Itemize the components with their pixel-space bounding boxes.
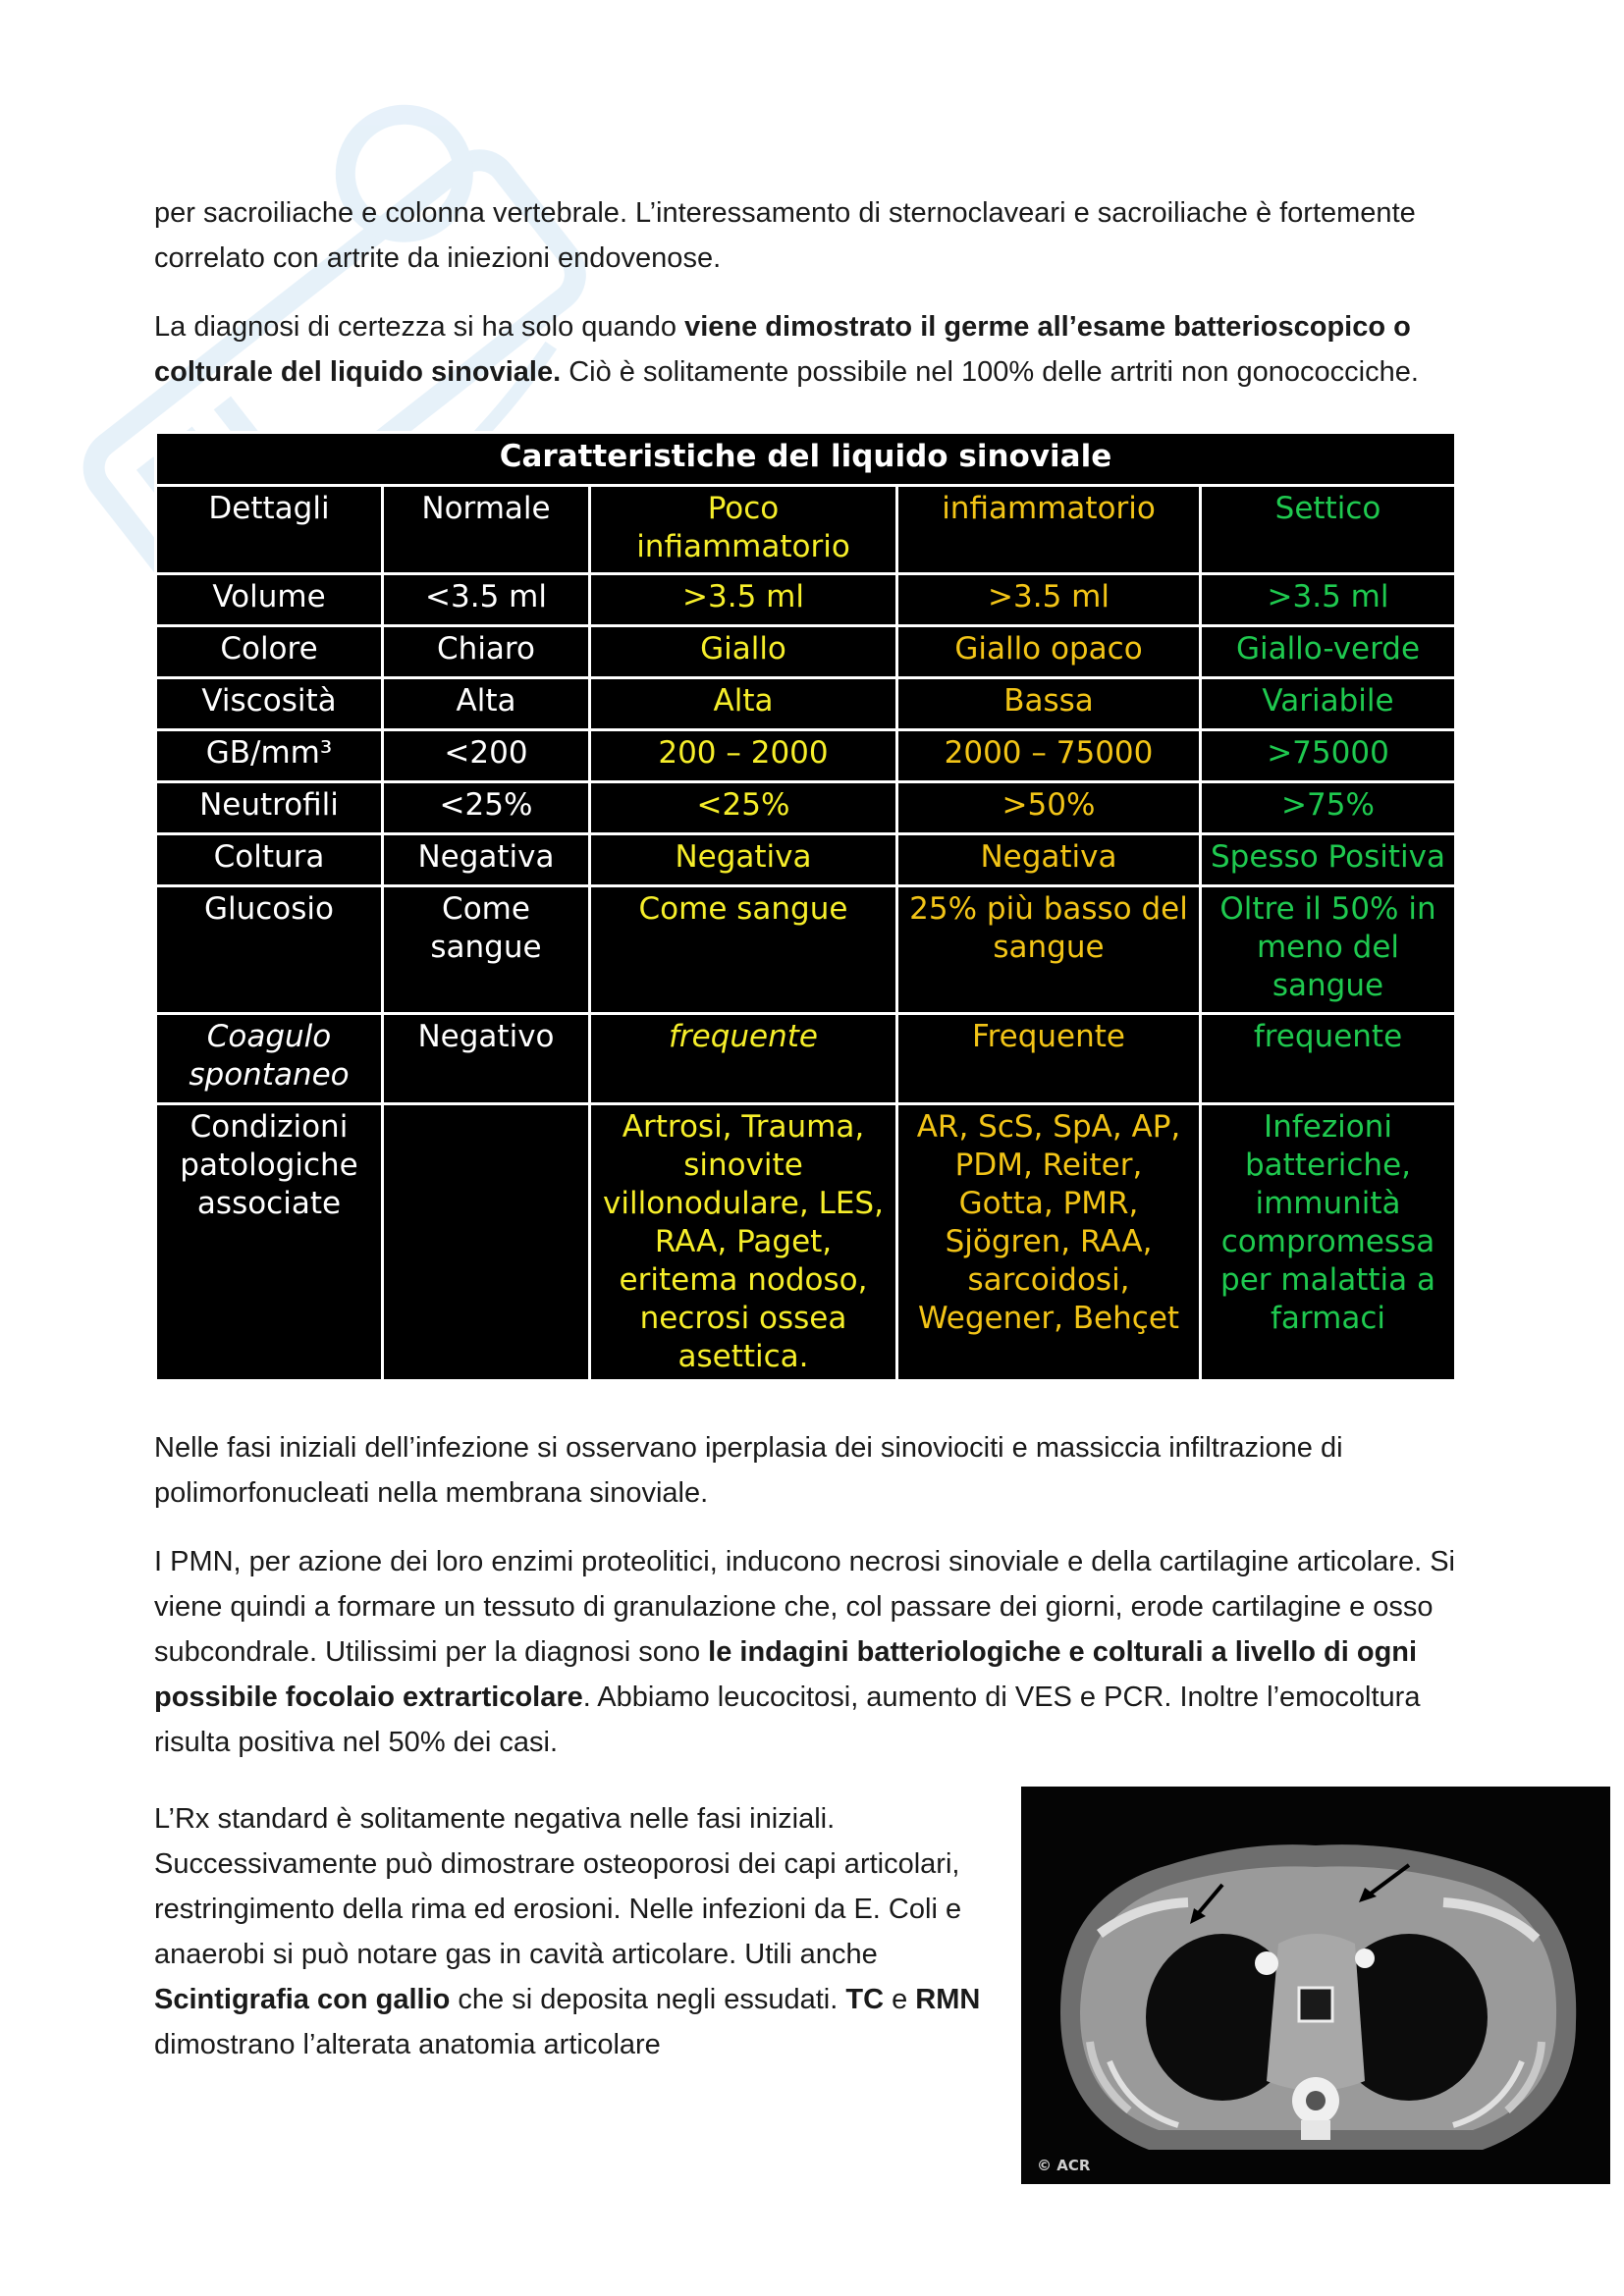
paragraph-segment: . Abbiamo leucocitosi, aumento di VES e PCR. Inoltre l’emocoltura risulta positiva nel 50% dei casi. [154,1682,1421,1758]
header-poco-infiammatorio: Poco infiammatorio [590,486,897,574]
paragraph-segment: che si deposita negli essudati. [450,1984,846,2015]
paragraph-segment: viene dimostrato il germe all’esame batterioscopico o colturale del liquido sinoviale. [154,311,1411,388]
table-row [156,1104,1456,1381]
header-settico: Settico [1201,486,1456,574]
cell-infiammatorio: Giallo opaco [897,626,1201,678]
paragraph-3 [154,1425,1470,1516]
cell-settico: Variabile [1201,678,1456,730]
row-label: Coltura [156,834,383,886]
table-row [156,1014,1456,1104]
table-row [156,574,1456,626]
cell-normale: Chiaro [383,626,590,678]
row-label: GB/mm³ [156,730,383,782]
header-normale: Normale [383,486,590,574]
cell-infiammatorio: AR, ScS, SpA, AP, PDM, Reiter, Gotta, PMR, Sjögren, RAA, sarcoidosi, Wegener, Behçet [897,1104,1201,1381]
ct-scan-image [1021,1787,1610,2184]
cell-infiammatorio: Frequente [897,1014,1201,1104]
paragraph-segment: e [884,1984,916,2015]
paragraph-segment: Scintigrafia con gallio [154,1984,451,2015]
row-label: Glucosio [156,886,383,1014]
cell-poco-infiammatorio: Artrosi, Trauma, sinovite villonodulare, LES, RAA, Paget, eritema nodoso, necrosi ossea asettica. [590,1104,897,1381]
cell-settico: >75000 [1201,730,1456,782]
cell-normale: <3.5 ml [383,574,590,626]
cell-normale: Alta [383,678,590,730]
ct-caption: © ACR [1037,2157,1091,2174]
paragraph-segment: TC [845,1984,885,2015]
cell-infiammatorio: >3.5 ml [897,574,1201,626]
row-label: Neutrofili [156,782,383,834]
table-title: Caratteristiche del liquido sinoviale [156,433,1456,486]
row-label: Condizioni patologiche associate [156,1104,383,1381]
paragraph-segment: La diagnosi di certezza si ha solo quando [154,311,685,343]
cell-settico: >75% [1201,782,1456,834]
cell-normale: Negativa [383,834,590,886]
cell-poco-infiammatorio: frequente [590,1014,897,1104]
table-row [156,678,1456,730]
cell-poco-infiammatorio: Negativa [590,834,897,886]
cell-poco-infiammatorio: 200 – 2000 [590,730,897,782]
header-dettagli: Dettagli [156,486,383,574]
cell-infiammatorio: 25% più basso del sangue [897,886,1201,1014]
cell-poco-infiammatorio: Come sangue [590,886,897,1014]
cell-settico: Giallo-verde [1201,626,1456,678]
paragraph-1 [154,190,1470,281]
ct-scan-drawing [1021,1787,1610,2184]
cell-infiammatorio: Negativa [897,834,1201,886]
paragraph-5 [154,1796,1008,2067]
table-row [156,626,1456,678]
synovial-fluid-table [154,431,1454,1381]
paragraph-segment: dimostrano l’alterata anatomia articolare [154,2029,661,2060]
cell-poco-infiammatorio: Alta [590,678,897,730]
cell-normale: <200 [383,730,590,782]
cell-infiammatorio: Bassa [897,678,1201,730]
cell-settico: Spesso Positiva [1201,834,1456,886]
row-label: Coagulo spontaneo [156,1014,383,1104]
paragraph-segment: I PMN, per azione dei loro enzimi proteolitici, inducono necrosi sinoviale e della cartilagine articolare. Si viene quindi a formare un tessuto di granulazione che, col passare dei giorni, erode cartilagine e osso subcondrale. Utilissimi per la diagnosi sono [154,1546,1455,1668]
table-header-row [156,486,1456,574]
cell-poco-infiammatorio: <25% [590,782,897,834]
cell-normale [383,1104,590,1381]
row-label: Colore [156,626,383,678]
paragraph-segment: per sacroiliache e colonna vertebrale. L’interessamento di sternoclaveari e sacroiliache è fortemente correlato con artrite da iniezioni endovenose. [154,197,1416,274]
paragraph-segment: RMN [915,1984,981,2015]
paragraph-segment: le indagini batteriologiche e colturali a livello di ogni possibile focolaio extrarticolare [154,1636,1418,1713]
header-infiammatorio: infiammatorio [897,486,1201,574]
cell-settico: frequente [1201,1014,1456,1104]
cell-infiammatorio: >50% [897,782,1201,834]
table-row [156,834,1456,886]
cell-normale: Negativo [383,1014,590,1104]
cell-settico: >3.5 ml [1201,574,1456,626]
paragraph-2 [154,304,1470,395]
paragraph-segment: Ciò è solitamente possibile nel 100% delle artriti non gonococciche. [561,356,1419,388]
cell-normale: <25% [383,782,590,834]
paragraph-segment: L’Rx standard è solitamente negativa nelle fasi iniziali. Successivamente può dimostrare osteoporosi dei capi articolari, restringimento della rima ed erosioni. Nelle infezioni da E. Coli e anaerobi si può notare gas in cavità articolare. Utili anche [154,1803,962,1970]
cell-settico: Oltre il 50% in meno del sangue [1201,886,1456,1014]
paragraph-4 [154,1539,1470,1765]
table-row [156,886,1456,1014]
row-label: Viscosità [156,678,383,730]
cell-poco-infiammatorio: Giallo [590,626,897,678]
cell-normale: Come sangue [383,886,590,1014]
table-row [156,782,1456,834]
cell-poco-infiammatorio: >3.5 ml [590,574,897,626]
cell-settico: Infezioni batteriche, immunità compromessa per malattia a farmaci [1201,1104,1456,1381]
cell-infiammatorio: 2000 – 75000 [897,730,1201,782]
row-label: Volume [156,574,383,626]
paragraph-segment: Nelle fasi iniziali dell’infezione si osservano iperplasia dei sinoviociti e massiccia infiltrazione di polimorfonucleati nella membrana sinoviale. [154,1432,1343,1509]
table-row [156,730,1456,782]
